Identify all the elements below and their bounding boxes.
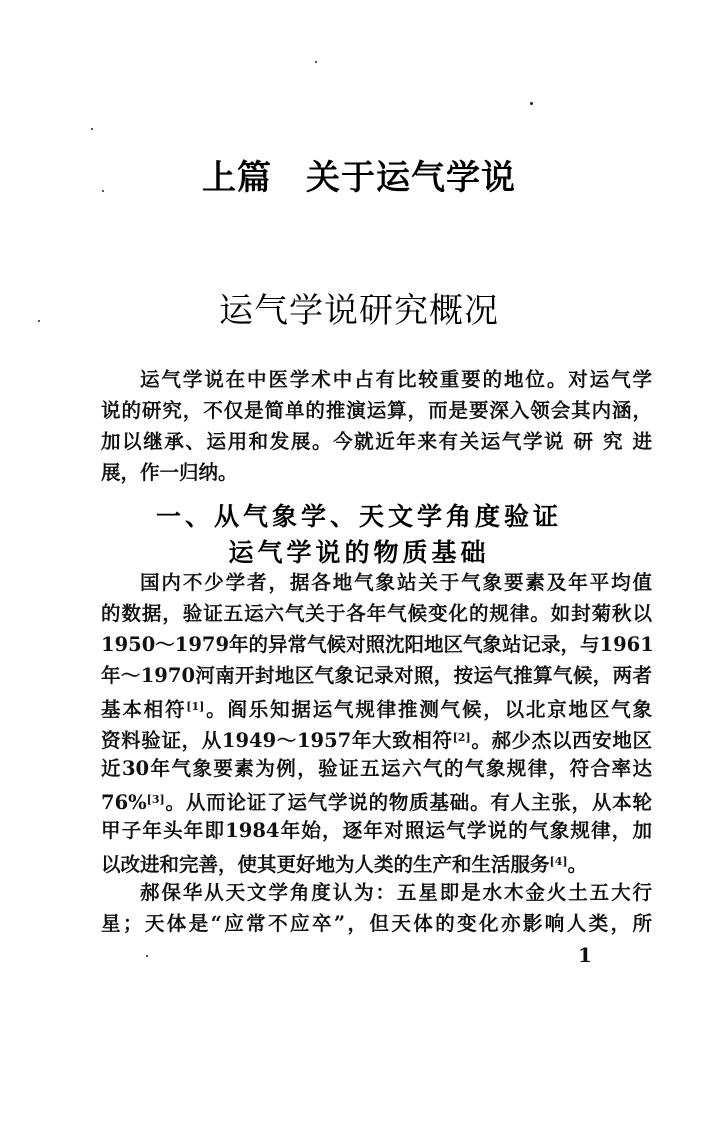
- paragraph-line: [101, 784, 652, 815]
- line-text: 。阎乐知据运气规律推测气候，以北京地区气象: [204, 698, 652, 721]
- citation-ref: [3]: [146, 793, 165, 806]
- line-text: 资料验证，从1949～1957年大致相符: [101, 729, 453, 752]
- chapter-title: 运气学说研究概况: [219, 291, 499, 331]
- section-heading-line-1: 一、从气象学、天文学角度验证: [155, 502, 562, 531]
- paragraph-line: [101, 722, 652, 753]
- paragraph-line: 展，作一归纳。: [101, 461, 238, 484]
- scan-speck: [315, 61, 317, 63]
- line-text: 76%: [101, 791, 147, 814]
- scan-speck: [530, 102, 533, 105]
- paragraph-line: 运气学说在中医学术中占有比较重要的地位。对运气学: [140, 368, 652, 391]
- part-title-text: 关于运气学说: [306, 158, 516, 198]
- intro-paragraph: [101, 364, 652, 488]
- scan-speck: [102, 190, 104, 192]
- line-text: 。郝少杰以西安地区: [470, 729, 652, 752]
- paragraph-line: [101, 691, 652, 722]
- paragraph-line: [101, 846, 652, 877]
- paragraph-line: 近30年气象要素为例，验证五运六气的气象规律，符合率达: [101, 757, 652, 780]
- paragraph-line: 国内不少学者，据各地气象站关于气象要素及年平均值: [140, 571, 652, 594]
- line-text: 基本相符: [101, 698, 187, 721]
- paragraph-line: 1950～1979年的异常气候对照沈阳地区气象站记录，与1961: [101, 633, 654, 656]
- part-title: [0, 150, 718, 199]
- paragraph-line: 年～1970河南开封地区气象记录对照，按运气推算气候，两者: [101, 664, 652, 687]
- scan-speck: [146, 955, 148, 957]
- line-text: 。: [567, 853, 588, 876]
- line-text: 。从而论证了运气学说的物质基础。有人主张，从本轮: [164, 791, 652, 814]
- section-heading-line-2: 运气学说的物质基础: [228, 538, 490, 567]
- paragraph-line: 加以继承、运用和发展。今就近年来有关运气学说 研 究 进: [101, 430, 652, 453]
- citation-ref: [2]: [452, 731, 471, 744]
- paragraph-line: 说的研究，不仅是简单的推演运算，而是要深入领会其内涵，: [101, 399, 652, 422]
- paragraph-line: 甲子年头年即1984年始，逐年对照运气学说的气象规律，加: [101, 819, 652, 842]
- section-1-paragraph-1: [101, 567, 652, 877]
- part-title-prefix: 上篇: [202, 158, 272, 198]
- page-number: 1: [578, 943, 592, 967]
- citation-ref: [1]: [186, 700, 205, 713]
- scan-speck: [38, 320, 40, 322]
- paragraph-line: 的数据，验证五运六气关于各年气候变化的规律。如封菊秋以: [101, 602, 652, 625]
- citation-ref: [4]: [549, 855, 568, 868]
- line-text: 以改进和完善，使其更好地为人类的生产和生活服务: [101, 853, 550, 876]
- paragraph-line: 星；天体是“应常不应卒”，但天体的变化亦影响人类，所: [101, 912, 652, 935]
- section-1-paragraph-2: [101, 877, 652, 939]
- paragraph-line: 郝保华从天文学角度认为：五星即是水木金火土五大行: [140, 881, 652, 904]
- scan-speck: [91, 128, 93, 130]
